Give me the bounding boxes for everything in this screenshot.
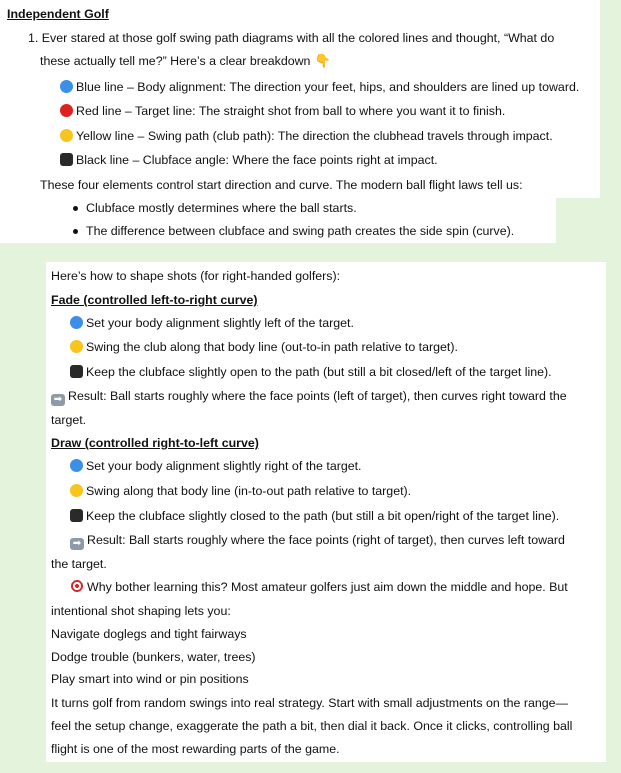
closing-line-1: It turns golf from random swings into real strategy. Start with small adjustments on the range— — [51, 696, 568, 710]
yellow-circle-icon — [70, 340, 83, 353]
draw-heading: Draw (controlled right-to-left curve) — [51, 436, 259, 450]
benefit-item-3: Play smart into wind or pin positions — [51, 672, 249, 686]
fade-result-line-2: target. — [51, 413, 87, 427]
draw-result-line-2: the target. — [51, 557, 107, 571]
bullet-icon — [73, 206, 78, 211]
draw-step-1: Set your body alignment slightly right of the target. — [70, 458, 362, 474]
target-icon — [70, 579, 84, 593]
pointing-down-hand-icon: 👇 — [314, 54, 331, 69]
intro-line-1: 1. Ever stared at those golf swing path diagrams with all the colored lines and thought, “What do — [28, 31, 555, 45]
legend-item-blue: Blue line – Body alignment: The direction your feet, hips, and shoulders are lined up toward. — [60, 79, 579, 95]
why-line-2: intentional shot shaping lets you: — [51, 604, 231, 618]
closing-line-3: flight is one of the most rewarding parts of the game. — [51, 742, 340, 756]
legend-item-yellow: Yellow line – Swing path (club path): The direction the clubhead travels through impact. — [60, 128, 553, 144]
benefit-item-2: Dodge trouble (bunkers, water, trees) — [51, 650, 256, 664]
fade-step-2: Swing the club along that body line (out-to-in path relative to target). — [70, 339, 458, 355]
right-arrow-icon: ➡ — [51, 394, 65, 406]
shape-intro: Here’s how to shape shots (for right-handed golfers): — [51, 269, 341, 283]
blue-circle-icon — [60, 80, 73, 93]
law-item-1: Clubface mostly determines where the ball starts. — [86, 201, 357, 215]
laws-intro: These four elements control start direction and curve. The modern ball flight laws tell us: — [40, 178, 523, 192]
blue-circle-icon — [70, 459, 83, 472]
legend-item-red: Red line – Target line: The straight shot from ball to where you want it to finish. — [60, 103, 505, 119]
red-circle-icon — [60, 104, 73, 117]
right-arrow-icon: ➡ — [70, 538, 84, 550]
draw-step-3: Keep the clubface slightly closed to the path (but still a bit open/right of the target line). — [70, 508, 559, 524]
fade-heading: Fade (controlled left-to-right curve) — [51, 293, 258, 307]
why-line-1: Why bother learning this? Most amateur golfers just aim down the middle and hope. But — [70, 579, 568, 595]
law-item-2: The difference between clubface and swing path creates the side spin (curve). — [86, 224, 515, 238]
draw-step-2: Swing along that body line (in-to-out path relative to target). — [70, 483, 411, 499]
black-square-icon — [70, 509, 83, 522]
draw-result-line-1: ➡ Result: Ball starts roughly where the face points (right of target), then curves left toward — [70, 532, 565, 550]
bullet-icon — [73, 229, 78, 234]
yellow-circle-icon — [60, 129, 73, 142]
fade-step-3: Keep the clubface slightly open to the path (but still a bit closed/left of the target line). — [70, 364, 552, 380]
black-square-icon — [70, 365, 83, 378]
fade-result-line-1: ➡ Result: Ball starts roughly where the face points (left of target), then curves right toward the — [51, 388, 567, 406]
intro-line-2: these actually tell me?” Here’s a clear breakdown 👇 — [40, 54, 331, 69]
benefit-item-1: Navigate doglegs and tight fairways — [51, 627, 247, 641]
fade-step-1: Set your body alignment slightly left of the target. — [70, 315, 354, 331]
legend-item-black: Black line – Clubface angle: Where the face points right at impact. — [60, 152, 438, 168]
yellow-circle-icon — [70, 484, 83, 497]
blue-circle-icon — [70, 316, 83, 329]
closing-line-2: feel the setup change, exaggerate the path a bit, then dial it back. Once it clicks, controlling ball — [51, 719, 573, 733]
page-title: Independent Golf — [7, 7, 109, 21]
black-square-icon — [60, 153, 73, 166]
